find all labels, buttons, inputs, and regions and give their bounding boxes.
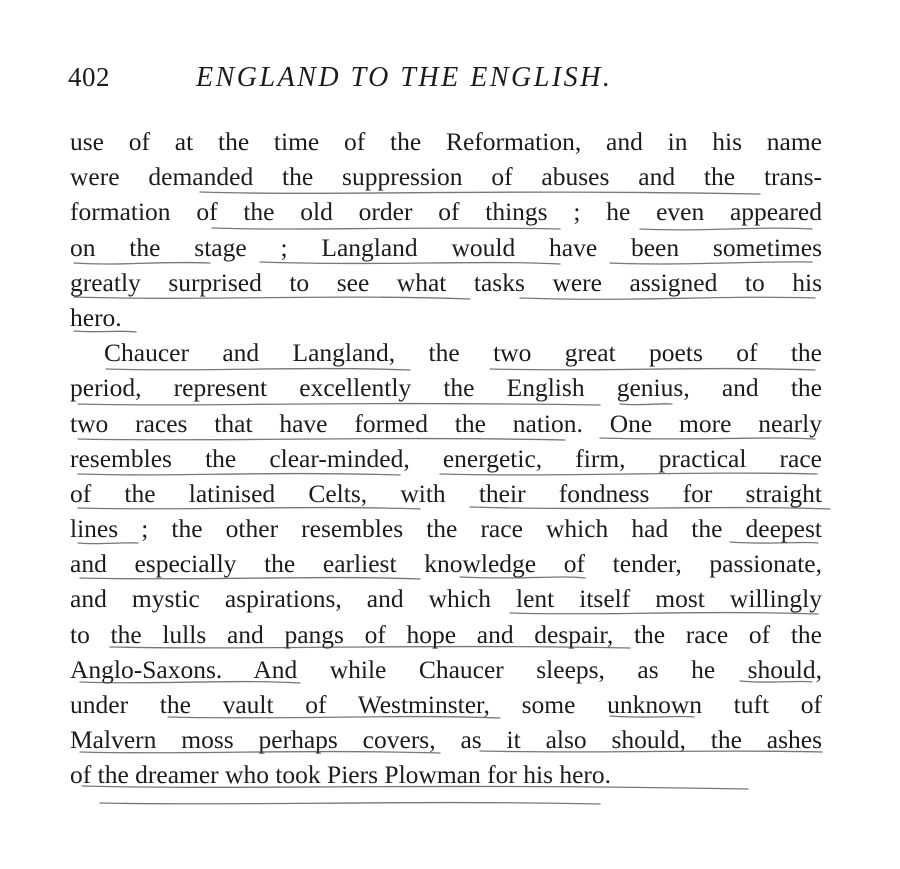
text-line: and mystic aspirations, and which lent itself most willingly: [70, 584, 822, 614]
page-header: [68, 62, 828, 102]
paragraph-2: [70, 335, 822, 792]
text-line: under the vault of Westminster, some unknown tuft of: [70, 690, 822, 719]
text-line: resembles the clear-minded, energetic, firm, practical race: [70, 443, 822, 473]
text-line: were demanded the suppression of abuses and the trans-: [70, 162, 822, 192]
page-number: 402: [68, 62, 110, 92]
text-line: to the lulls and pangs of hope and despair, the race of the: [70, 619, 822, 649]
text-line: on the stage ; Langland would have been sometimes: [70, 232, 822, 262]
text-line: use of at the time of the Reformation, and in his name: [70, 127, 822, 156]
paragraph-1: [70, 124, 822, 335]
body-text: [70, 124, 822, 793]
text-line: Anglo-Saxons. And while Chaucer sleeps, as he should,: [70, 654, 822, 684]
text-line: Chaucer and Langland, the two great poets of the: [104, 338, 822, 368]
text-line: period, represent excellently the English genius, and the: [70, 373, 822, 403]
text-line: lines ; the other resembles the race which had the deepest: [70, 514, 822, 544]
text-line: Malvern moss perhaps covers, as it also should, the ashes: [70, 725, 822, 755]
text-line: hero.: [70, 302, 122, 332]
text-line: and especially the earliest knowledge of tender, passionate,: [70, 549, 822, 579]
underline-mark: [100, 803, 600, 804]
text-line: two races that have formed the nation. One more nearly: [70, 408, 822, 438]
text-line: greatly surprised to see what tasks were assigned to his: [70, 267, 822, 297]
text-line: formation of the old order of things ; he even appeared: [70, 197, 822, 227]
text-line: of the latinised Celts, with their fondness for straight: [70, 478, 822, 508]
text-line: of the dreamer who took Piers Plowman for his hero.: [70, 760, 612, 790]
running-head: ENGLAND TO THE ENGLISH.: [196, 62, 613, 93]
